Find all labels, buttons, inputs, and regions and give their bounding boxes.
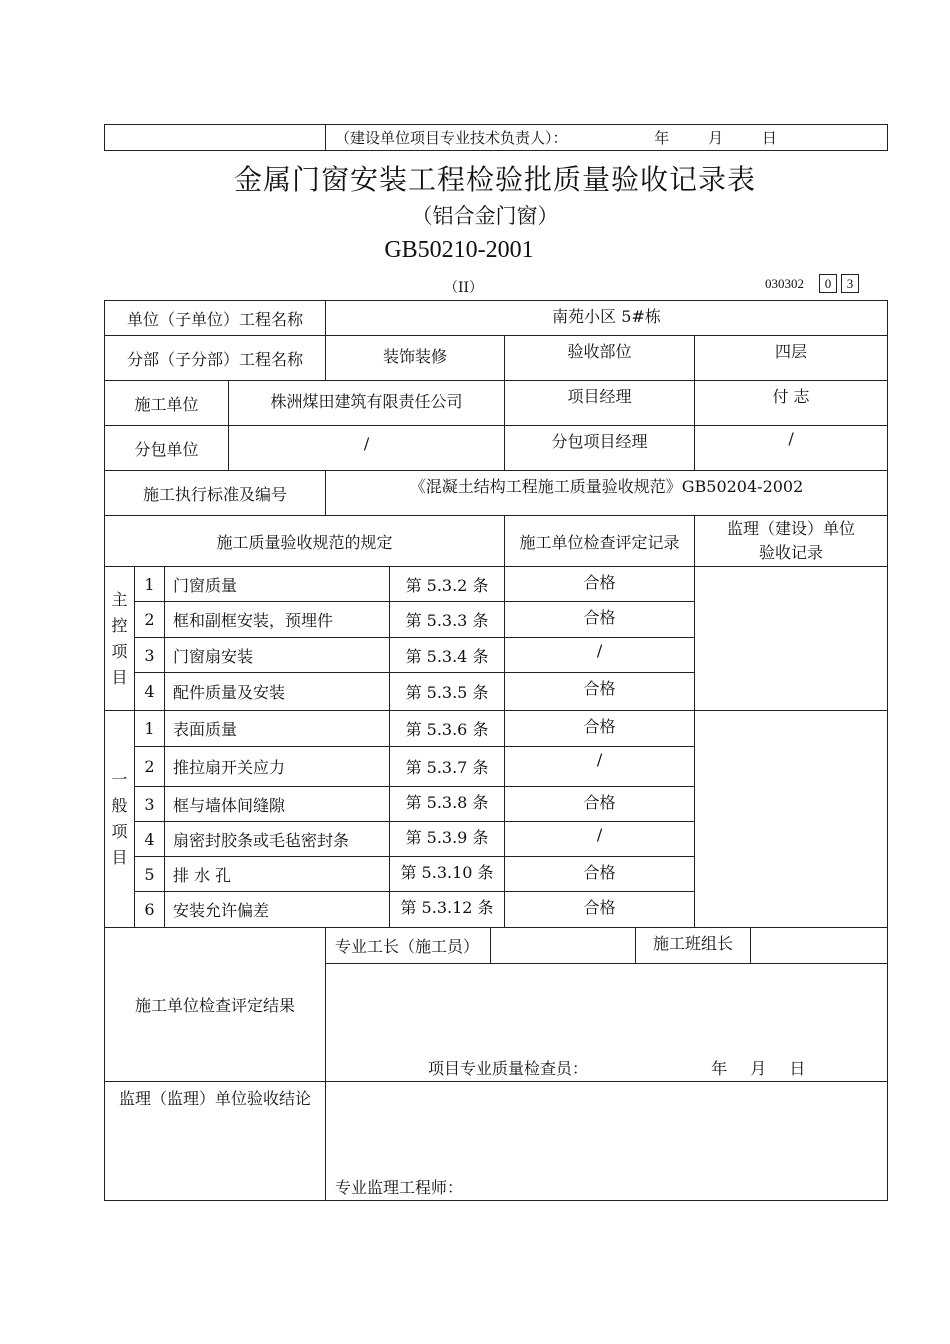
item-result: 合格 [505, 787, 695, 822]
item-result: 合格 [505, 892, 695, 928]
item-no: 5 [135, 857, 165, 892]
item-clause: 第 5.3.2 条 [390, 567, 505, 602]
page-subtitle: （铝合金门窗） [411, 204, 559, 228]
signature-blank-cell [105, 125, 326, 151]
item-result: 合格 [505, 602, 695, 638]
contractor-value: 株洲煤田建筑有限责任公司 [229, 381, 505, 426]
supervision-engineer-label: 专业监理工程师： [335, 1178, 464, 1197]
item-no: 1 [135, 567, 165, 602]
row-division [105, 336, 888, 381]
item-name: 框与墙体间缝隙 [165, 787, 390, 822]
signature-month: 月 [708, 129, 724, 147]
inspection-table [104, 300, 888, 1201]
supervision-result-body [326, 1082, 888, 1201]
foreman-value [491, 928, 636, 963]
item-no: 3 [135, 787, 165, 822]
sub-pm-value: / [695, 426, 888, 471]
spec-header: 施工质量验收规范的规定 [105, 516, 505, 567]
row-standard [105, 471, 888, 516]
supervision-header-line1: 监理（建设）单位 [727, 519, 856, 538]
inspect-day: 日 [789, 1059, 806, 1078]
signature-day: 日 [761, 129, 777, 147]
main-control-label: 主 控 项 目 [105, 567, 135, 711]
inspect-year: 年 [711, 1059, 728, 1078]
division-label: 分部（子分部）工程名称 [105, 336, 326, 381]
item-clause: 第 5.3.5 条 [390, 673, 505, 711]
signature-year: 年 [654, 129, 670, 147]
item-clause: 第 5.3.12 条 [390, 892, 505, 928]
item-clause: 第 5.3.9 条 [390, 822, 505, 857]
division-value: 装饰装修 [326, 336, 505, 381]
item-no: 2 [135, 747, 165, 787]
acceptance-part-value: 四层 [695, 336, 888, 381]
page-title: 金属门窗安装工程检验批质量验收记录表 [233, 163, 756, 196]
item-result: 合格 [505, 857, 695, 892]
supervision-header-line2: 验收记录 [759, 543, 824, 562]
item-name: 门窗扇安装 [165, 638, 390, 673]
item-clause: 第 5.3.7 条 [390, 747, 505, 787]
standard-code: GB50210-2001 [384, 237, 534, 263]
item-name: 排 水 孔 [165, 857, 390, 892]
general-supervision-record [695, 711, 888, 928]
item-result: / [505, 747, 695, 787]
sub-pm-label: 分包项目经理 [505, 426, 695, 471]
item-name: 安装允许偏差 [165, 892, 390, 928]
item-no: 6 [135, 892, 165, 928]
contractor-label: 施工单位 [105, 381, 229, 426]
item-result: / [505, 638, 695, 673]
item-name: 扇密封胶条或毛毡密封条 [165, 822, 390, 857]
item-clause: 第 5.3.10 条 [390, 857, 505, 892]
signature-label: （建设单位项目专业技术负责人）： [335, 129, 568, 147]
item-name: 推拉扇开关应力 [165, 747, 390, 787]
acceptance-part-label: 验收部位 [505, 336, 695, 381]
item-no: 4 [135, 673, 165, 711]
inspect-month: 月 [750, 1059, 767, 1078]
supervision-result-label: 监理（监理）单位验收结论 [105, 1082, 326, 1201]
exec-standard-label: 施工执行标准及编号 [105, 471, 326, 516]
contractor-result-body [326, 964, 888, 1082]
item-result: 合格 [505, 567, 695, 602]
item-name: 框和副框安装，预埋件 [165, 602, 390, 638]
form-code: 030302 [765, 276, 804, 291]
item-result: / [505, 822, 695, 857]
part-label: （II） [444, 280, 484, 296]
table-row [105, 567, 888, 602]
row-contractor [105, 381, 888, 426]
item-no: 3 [135, 638, 165, 673]
unit-name-label: 单位（子单位）工程名称 [105, 301, 326, 336]
contractor-result-signers [326, 928, 888, 964]
item-name: 门窗质量 [165, 567, 390, 602]
subcontractor-value: / [229, 426, 505, 471]
project-manager-label: 项目经理 [505, 381, 695, 426]
supervision-header [695, 516, 888, 567]
item-clause: 第 5.3.3 条 [390, 602, 505, 638]
team-leader-label: 施工班组长 [636, 928, 751, 963]
project-manager-value: 付 志 [695, 381, 888, 426]
contractor-result-label: 施工单位检查评定结果 [105, 928, 326, 1082]
item-no: 2 [135, 602, 165, 638]
item-no: 1 [135, 711, 165, 747]
item-result: 合格 [505, 711, 695, 747]
subcontractor-label: 分包单位 [105, 426, 229, 471]
signature-table [104, 124, 888, 151]
row-headers [105, 516, 888, 567]
item-name: 配件质量及安装 [165, 673, 390, 711]
row-subcontractor [105, 426, 888, 471]
foreman-label: 专业工长（施工员） [326, 928, 491, 963]
item-no: 4 [135, 822, 165, 857]
inspector-label: 项目专业质量检查员： [428, 1059, 589, 1078]
item-clause: 第 5.3.8 条 [390, 787, 505, 822]
code-box-1: 0 [819, 274, 837, 293]
unit-name-value: 南苑小区 5#栋 [326, 301, 888, 336]
item-clause: 第 5.3.4 条 [390, 638, 505, 673]
item-result: 合格 [505, 673, 695, 711]
signature-cell [326, 125, 888, 151]
team-leader-value [751, 928, 887, 963]
code-box-2: 3 [841, 274, 859, 293]
item-clause: 第 5.3.6 条 [390, 711, 505, 747]
exec-standard-value: 《混凝土结构工程施工质量验收规范》GB50204-2002 [326, 471, 888, 516]
row-contractor-result-top [105, 928, 888, 964]
row-supervision-result [105, 1082, 888, 1201]
signers-bar [326, 928, 887, 963]
main-supervision-record [695, 567, 888, 711]
row-unit-name [105, 301, 888, 336]
check-header: 施工单位检查评定记录 [505, 516, 695, 567]
general-items-label: 一 般 项 目 [105, 711, 135, 928]
item-name: 表面质量 [165, 711, 390, 747]
table-row [105, 711, 888, 747]
